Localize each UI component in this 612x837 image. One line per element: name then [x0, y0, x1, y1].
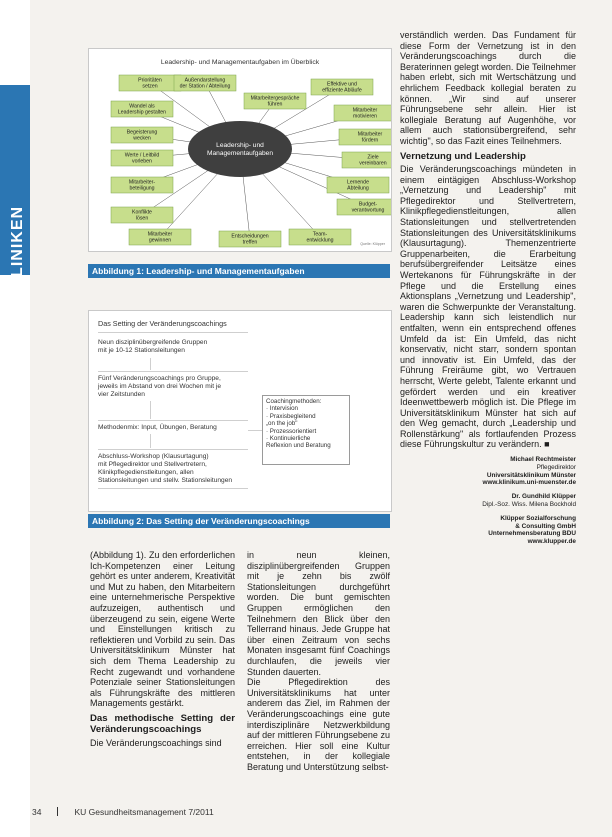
- mindmap-node: [111, 127, 173, 143]
- mindmap-node: [111, 207, 173, 223]
- mindmap-node: [111, 177, 173, 193]
- caption-figure-2: Abbildung 2: Das Setting der Veränderungscoachings: [88, 514, 390, 528]
- center-label: Leadership- und: [216, 142, 264, 149]
- author-name: Michael Rechtmeister: [510, 456, 576, 464]
- figure-leadership-diagram: [88, 48, 392, 252]
- setting-block-coachings: [98, 375, 221, 399]
- node-label: führen: [267, 101, 283, 108]
- node-label: der Station / Abteilung: [179, 83, 231, 90]
- divider: [98, 332, 248, 333]
- node-label: treffen: [242, 239, 258, 246]
- paragraph: verständlich werden. Das Fundament für diese Form der Vernetzung ist in den Veränderungscoachings durch die Beraterinnen gelegt worden. Die Teilnehmer haben erlebt, sich mit Wertschätzung und ehrlichem Feedback kollegial beraten zu können. „Wir sind auf unserer Führungsebene sehr allein. Hier ist kollegiale Beratung auf Augenhöhe, vor allem auch stationsübergreifend, sehr wichtig", so das Fazit eines Teilnehmers.: [400, 30, 576, 146]
- node-label: beteiligung: [129, 185, 155, 192]
- node-label: Abteilung: [347, 185, 369, 192]
- text-line: Klinikpflegedienstleitungen, allen: [98, 469, 194, 476]
- mindmap-node: [111, 101, 173, 117]
- page-footer: [32, 807, 214, 817]
- author-name: Dr. Gundhild Klüpper: [511, 493, 576, 501]
- node-label: motivieren: [353, 113, 377, 120]
- connector: [150, 434, 151, 448]
- node-label: Mitarbeiter-: [128, 179, 156, 186]
- paragraph: (Abbildung 1). Zu den erforderlichen Ich-Kompetenzen einer Leitung gehört es unter anderem, Kreativität und Mut zu haben, den Mitarbeitern eine unternehmerische Perspektive aufzuzeigen, authentisch und überzeugend zu sein, eigene Werte und Einstellungen kritisch zu reflektieren und Vorbild zu sein. Das Universitätsklinikum Münster hat sich dem Thema Leadership zu Recht zugewandt und vorhandene Potenziale seiner Stationsleitungen als Führungskräfte des mittleren Managements gestärkt.: [90, 550, 235, 709]
- mindmap-node: [339, 129, 391, 145]
- text-line: jeweils im Abstand von drei Wochen mit je: [98, 383, 222, 390]
- node-label: gewinnen: [148, 237, 172, 244]
- node-label: fördern: [361, 137, 379, 144]
- footer-divider: [57, 807, 58, 816]
- mindmap-node: [244, 93, 306, 109]
- text-line: mit je 10-12 Stationsleitungen: [98, 347, 185, 354]
- mindmap-node: [342, 152, 391, 168]
- author-web: www.klupper.de: [527, 538, 576, 546]
- node-label: Konflikte: [132, 209, 152, 216]
- setting-block-workshop: [98, 453, 232, 485]
- author-signature: [400, 515, 576, 546]
- node-label: lösen: [135, 215, 149, 222]
- paragraph: Die Veränderungscoachings sind: [90, 737, 222, 748]
- paragraph: in neun kleinen, disziplinübergreifenden Gruppen mit je zehn bis zwölf Stationsleitungen durchgeführt worden. Die bunt gemischten Gruppen ermöglichen den Teilnehmern den Blick über den Tellerrand hinaus. Jede Gruppe hat über einen Zeitraum von sechs Monaten insgesamt fünf Coachings durchlaufen, die jeweils vier Stunden dauerten.: [247, 550, 390, 677]
- divider: [98, 420, 248, 421]
- column-middle: [247, 550, 390, 772]
- node-label: Begeisterung: [126, 129, 158, 136]
- mindmap-node: [111, 150, 173, 166]
- text-line: · Intervision: [266, 405, 298, 413]
- mindmap-node: [337, 199, 391, 215]
- center-ellipse: [188, 121, 292, 177]
- text-line: vier Zeitstunden: [98, 391, 145, 398]
- text-line: „on the job": [266, 420, 298, 428]
- text-line: · Praxisbegleitend: [266, 412, 316, 420]
- node-label: Ziele: [367, 154, 379, 161]
- text-line: Stationsleitungen und stellv. Stationsleitungen: [98, 477, 233, 484]
- journal-name: KU Gesundheitsmanagement 7/2011: [74, 807, 214, 817]
- text-line: Abschluss-Workshop (Klausurtagung): [98, 453, 209, 460]
- node-label: Budget-: [358, 201, 378, 208]
- center-label: Managementaufgaben: [207, 150, 273, 157]
- paragraph: Die Pflegedirektion des Universitätsklinikums hat unter anderem das Ziel, im Rahmen der Veränderungscoachings eine gute interdisziplinäre Netzwerkbildung auf der mittleren Führungsebene zu erreichen. Hier soll eine Kultur entstehen, in der kollegiale Beratung und Unterstützung selbst-: [247, 677, 390, 772]
- node-label: Mitarbeiter: [357, 131, 383, 138]
- node-label: Mitarbeitergespräche: [250, 95, 300, 102]
- node-label: Leadership gestalten: [117, 109, 167, 116]
- paragraph: Die Veränderungscoachings mündeten in einem eintägigen Abschluss-Workshop „Vernetzung und Leadership" mit Pflegedirektor und Stellvertretern, Klinikpflegedienstleitungen, allen Stationsleitungen und stellvertretenden Stationsleitungen des Universitätsklinikums (Klausurtagung). Themenzentrierte Gruppenarbeiten, die Erarbeitung berufsübergreifender Leitsätze eines Wertekanons für Führungskräfte in der Pflege und die Erstellung eines Aktionsplans „Vernetzung und Leadership", waren die Schwerpunkte der Veranstaltung. Leadership kann sich leistendlich nur entfalten, wenn ein entsprechend offenes Umfeld da ist: Ein Umfeld, das nicht konservativ, nicht starr, sondern spontan und innovativ ist. Ein Umfeld, das der Führung Freiräume gibt, wo Vertrauen herrscht, Werte gelebt, Talente erkannt und gefördert werden und ein kreativer Ideenwettbewerb möglich ist. Die Pflege im Universitätsklinikum Münster hat sich auf den Weg gemacht, durch „Leadership und Rollenstärkung" als fortlaufenden Prozess diese Führungskultur zu verändern. ■: [400, 164, 576, 450]
- mindmap-node: [119, 75, 181, 91]
- node-label: Entscheidungen: [231, 233, 269, 240]
- node-label: Werte / Leitbild: [124, 152, 160, 159]
- node-label: vereinbaren: [359, 160, 387, 167]
- page-number: 34: [32, 807, 42, 817]
- node-label: Prioritäten: [138, 77, 162, 84]
- author-title: Pflegedirektor: [536, 463, 576, 471]
- connector: [248, 430, 262, 431]
- node-label: wecken: [133, 135, 151, 142]
- node-label: vorleben: [132, 158, 152, 165]
- author-name: Klüpper Sozialforschung: [500, 514, 576, 522]
- node-label: setzen: [142, 83, 158, 90]
- column-right: [400, 30, 576, 546]
- node-label: Außendarstellung: [184, 77, 226, 84]
- subheading: Das methodische Setting der Veränderungscoachings: [90, 712, 235, 736]
- connector: [150, 401, 151, 419]
- mindmap-node: [334, 105, 391, 121]
- text-line: Neun disziplinübergreifende Gruppen: [98, 339, 208, 346]
- text-line: Reflexion und Beratung: [266, 442, 331, 450]
- column-left: [90, 550, 235, 749]
- node-label: Lernende: [347, 179, 369, 186]
- node-label: Wandel als: [129, 103, 155, 110]
- divider: [98, 371, 248, 372]
- diagram-title: Leadership- und Managementaufgaben im Überblick: [160, 59, 320, 66]
- author-org: Unternehmensberatung BDU: [488, 530, 576, 538]
- setting-block-methods: Methodenmix: Input, Übungen, Beratung: [98, 424, 217, 431]
- text-line: · Prozessorientiert: [266, 427, 317, 435]
- subheading: Vernetzung und Leadership: [400, 150, 526, 162]
- diagram-credit: Quelle: Klüpper: [360, 242, 385, 246]
- node-label: entwicklung: [306, 237, 334, 244]
- node-label: verantwortung: [351, 207, 385, 214]
- node-label: Effektive und: [327, 81, 357, 88]
- text-line: Coachingmethoden:: [266, 398, 322, 405]
- setting-block-groups: [98, 339, 207, 355]
- author-signature: [400, 456, 576, 487]
- author-signature: [400, 493, 576, 509]
- mindmap-node: [219, 231, 281, 247]
- author-title: Dipl.-Soz. Wiss. Milena Bockhold: [482, 501, 576, 509]
- section-label: UNIKLINIKEN: [9, 205, 26, 321]
- caption-figure-1: Abbildung 1: Leadership- und Managementaufgaben: [88, 264, 390, 278]
- node-label: Team-: [312, 231, 328, 238]
- mindmap-node: [311, 79, 373, 95]
- author-web: www.klinikum.uni-muenster.de: [482, 479, 576, 487]
- node-label: Mitarbeiter: [147, 231, 173, 238]
- mindmap-node: [174, 75, 236, 91]
- mindmap-diagram: [89, 49, 391, 251]
- divider: [98, 449, 248, 450]
- author-org: Universitätsklinikum Münster: [486, 471, 576, 479]
- text-line: mit Pflegedirektor und Stellvertretern,: [98, 461, 207, 468]
- connector: [150, 358, 151, 370]
- divider: [98, 488, 248, 489]
- text-line: Fünf Veränderungscoachings pro Gruppe,: [98, 375, 221, 382]
- setting-title: Das Setting der Veränderungscoachings: [98, 319, 227, 328]
- author-title: & Consulting GmbH: [515, 522, 576, 530]
- text-line: · Kontinuierliche: [266, 435, 311, 443]
- mindmap-node: [289, 229, 351, 245]
- node-label: Mitarbeiter: [352, 107, 378, 114]
- mindmap-node: [129, 229, 191, 245]
- mindmap-node: [327, 177, 389, 193]
- section-band: [0, 85, 30, 321]
- coaching-methods-box: [262, 395, 350, 465]
- node-label: effiziente Abläufe: [322, 87, 362, 94]
